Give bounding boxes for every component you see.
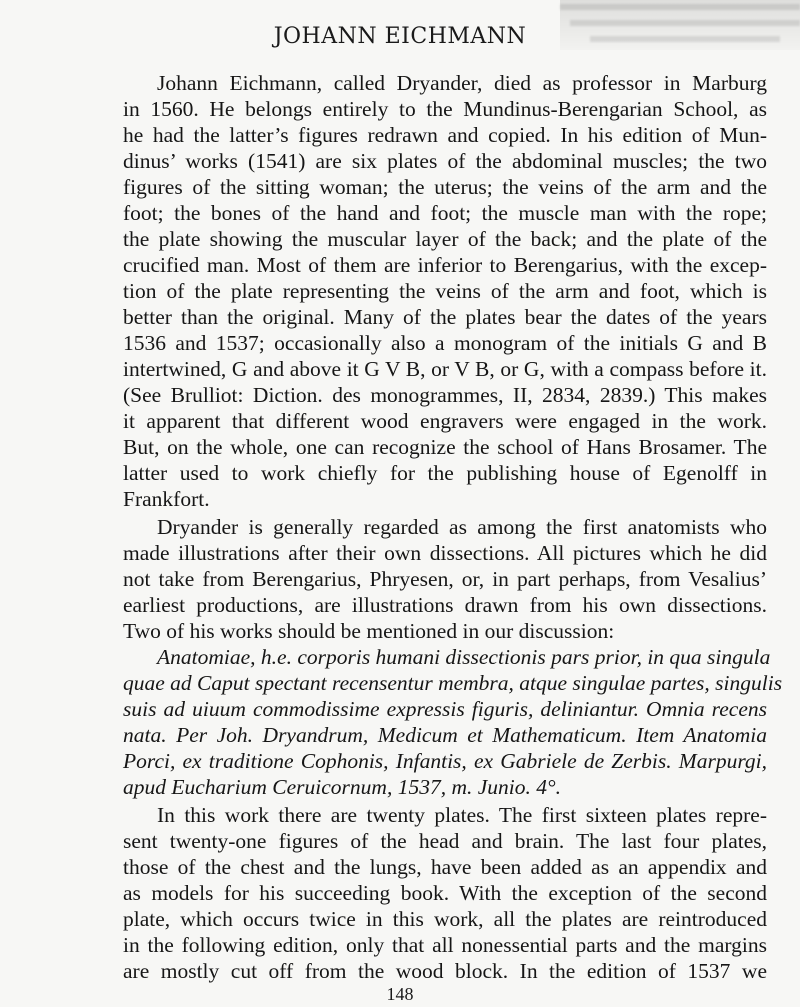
text-line: earliest productions, are illustrations drawn from his own dissections.	[123, 593, 767, 617]
text-line: tion of the plate representing the veins of the arm and foot, which is	[123, 279, 767, 303]
text-line: (See Brulliot: Diction. des monogrammes, II, 2834, 2839.) This makes	[123, 383, 767, 407]
text-line: dinus’ works (1541) are six plates of the abdominal muscles; the two	[123, 149, 767, 173]
text-line: are mostly cut off from the wood block. In the edition of 1537 we	[123, 959, 767, 983]
text-line: sent twenty-one figures of the head and brain. The last four plates,	[123, 829, 767, 853]
citation-line: Anatomiae, h.e. corporis humani dissectionis pars prior, in qua singula	[157, 645, 771, 669]
text-line: not take from Berengarius, Phryesen, or, in part perhaps, from Vesalius’	[123, 567, 767, 591]
text-line: 1536 and 1537; occasionally also a monogram of the initials G and B	[123, 331, 767, 355]
citation-line: nata. Per Joh. Dryandrum, Medicum et Mathematicum. Item Anatomia	[123, 723, 767, 747]
text-line: latter used to work chiefly for the publishing house of Egenolff in	[123, 461, 767, 485]
show-through-line	[560, 4, 800, 10]
text-line: foot; the bones of the hand and foot; the muscle man with the rope;	[123, 201, 767, 225]
citation-line: quae ad Caput spectant recensentur membra, atque singulae partes, singulis	[123, 671, 783, 695]
text-line: in 1560. He belongs entirely to the Mundinus-Berengarian School, as	[123, 97, 767, 121]
citation-line: suis ad uiuum commodissime expressis figuris, deliniantur. Omnia recens	[123, 697, 767, 721]
text-line: crucified man. Most of them are inferior to Berengarius, with the excep-	[123, 253, 767, 277]
text-line: as models for his succeeding book. With the exception of the second	[123, 881, 767, 905]
text-line: plate, which occurs twice in this work, all the plates are reintroduced	[123, 907, 767, 931]
text-line: Johann Eichmann, called Dryander, died as professor in Marburg	[157, 71, 767, 95]
text-line: figures of the sitting woman; the uterus; the veins of the arm and the	[123, 175, 767, 199]
page-title: JOHANN EICHMANN	[273, 24, 527, 49]
citation-line: apud Eucharium Ceruicornum, 1537, m. Junio. 4°.	[123, 775, 561, 799]
page-number: 148	[386, 984, 414, 1004]
text-line: Frankfort.	[123, 487, 210, 511]
text-line: in the following edition, only that all nonessential parts and the margins	[123, 933, 767, 957]
text-line: In this work there are twenty plates. The first sixteen plates repre-	[157, 803, 767, 827]
text-line: Dryander is generally regarded as among the first anatomists who	[157, 515, 767, 539]
text-line: But, on the whole, one can recognize the school of Hans Brosamer. The	[123, 435, 767, 459]
text-line: the plate showing the muscular layer of the back; and the plate of the	[123, 227, 767, 251]
citation-line: Porci, ex traditione Cophonis, Infantis, ex Gabriele de Zerbis. Marpurgi,	[123, 749, 767, 773]
text-line: made illustrations after their own dissections. All pictures which he did	[123, 541, 767, 565]
text-line: intertwined, G and above it G V B, or V B, or G, with a compass before it.	[123, 357, 767, 381]
text-line: better than the original. Many of the plates bear the dates of the years	[123, 305, 767, 329]
text-line: it apparent that different wood engravers were engaged in the work.	[123, 409, 767, 433]
text-line: Two of his works should be mentioned in our discussion:	[123, 619, 615, 643]
text-line: he had the latter’s figures redrawn and copied. In his edition of Mun-	[123, 123, 767, 147]
text-line: those of the chest and the lungs, have been added as an appendix and	[123, 855, 767, 879]
